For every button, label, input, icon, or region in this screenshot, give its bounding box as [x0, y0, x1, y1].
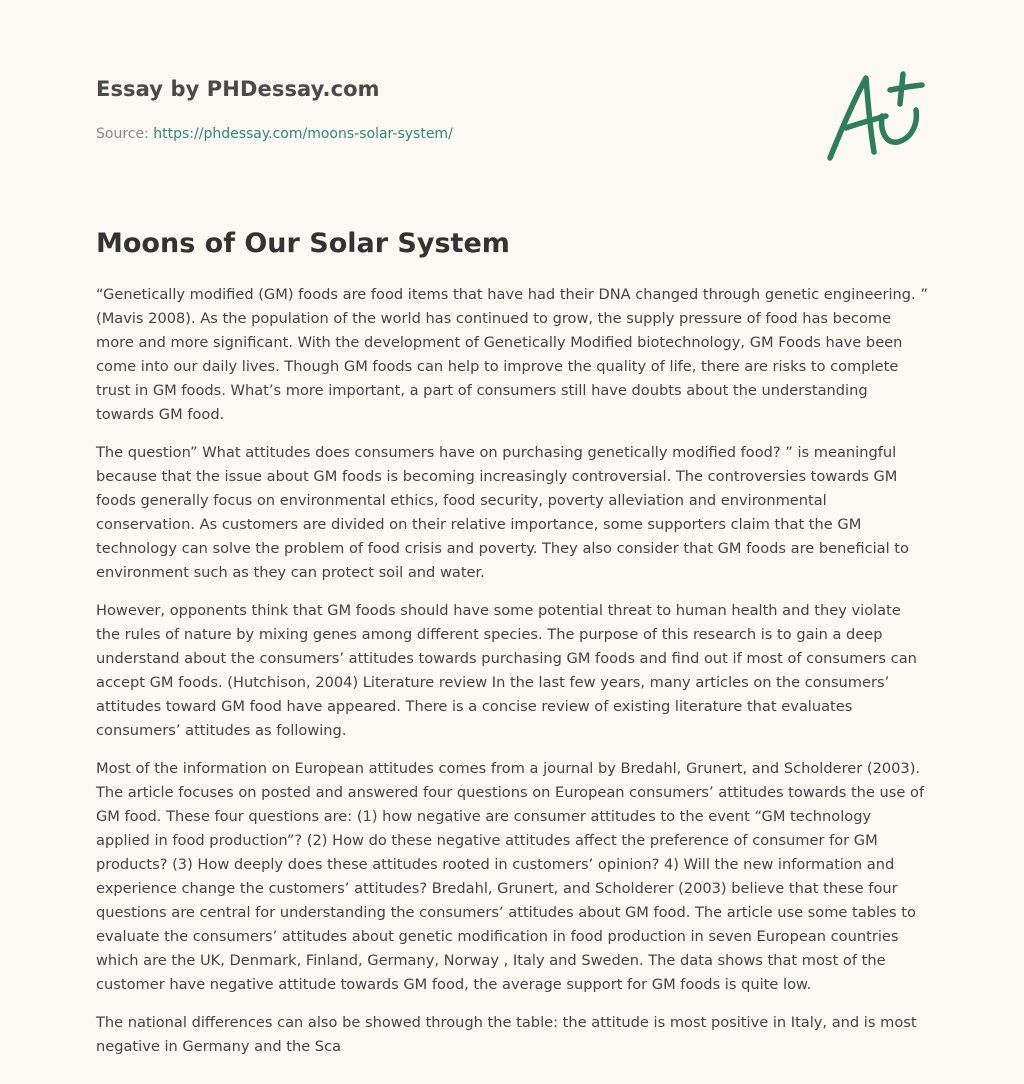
essay-title: Moons of Our Solar System [96, 228, 510, 259]
essay-paragraph: The question” What attitudes does consumers have on purchasing genetically modified food? ” is meaningful because that the issue about GM foods is becoming increasingly controversial. The controversies towards GM foods generally focus on environmental ethics, food security, poverty alleviation and environmental conservation. As customers are divided on their relative importance, some supporters claim that the GM technology can solve the problem of food crisis and poverty. They also consider that GM foods are beneficial to environment such as they can protect soil and water. [96, 444, 909, 581]
essay-header [96, 74, 696, 144]
source-line [96, 124, 696, 144]
a-plus-grade-logo [820, 66, 930, 166]
essay-body [96, 283, 928, 1073]
source-link[interactable]: https://phdessay.com/moons-solar-system/ [153, 126, 453, 142]
site-brand: Essay by PHDessay.com [96, 77, 380, 101]
essay-paragraph: “Genetically modified (GM) foods are food items that have had their DNA changed through genetic engineering. ” (Mavis 2008). As the population of the world has continued to grow, the supply pressure of food has become more and more significant. With the development of Genetically Modified biotechnology, GM Foods have been come into our daily lives. Though GM foods can help to improve the quality of life, there are risks to complete trust in GM foods. What’s more important, a part of consumers still have doubts about the understanding towards GM food. [96, 286, 928, 423]
essay-paragraph: Most of the information on European attitudes comes from a journal by Bredahl, Grunert, and Scholderer (2003). The article focuses on posted and answered four questions on European consumers’ attitudes towards the use of GM food. These four questions are: (1) how negative are consumer attitudes to the event “GM technology applied in food production”? (2) How do these negative attitudes affect the preference of consumer for GM products? (3) How deeply does these attitudes rooted in customers’ opinion? 4) Will the new information and experience change the customers’ attitudes? Bredahl, Grunert, and Scholderer (2003) believe that these four questions are central for understanding the consumers’ attitudes about GM food. The article use some tables to evaluate the consumers’ attitudes about genetic modification in food production in seven European countries which are the UK, Denmark, Finland, Germany, Norway , Italy and Sweden. The data shows that most of the customer have negative attitude towards GM food, the average support for GM foods is quite low. [96, 760, 925, 993]
essay-paragraph: The national differences can also be showed through the table: the attitude is most positive in Italy, and is most negative in Germany and the Sca [96, 1014, 917, 1055]
source-label: Source: [96, 126, 154, 142]
essay-paragraph: However, opponents think that GM foods should have some potential threat to human health and they violate the rules of nature by mixing genes among different species. The purpose of this research is to gain a deep understand about the consumers’ attitudes towards purchasing GM foods and find out if most of consumers can accept GM foods. (Hutchison, 2004) Literature review In the last few years, many articles on the consumers’ attitudes toward GM food have appeared. There is a concise review of existing literature that evaluates consumers’ attitudes as following. [96, 602, 917, 739]
